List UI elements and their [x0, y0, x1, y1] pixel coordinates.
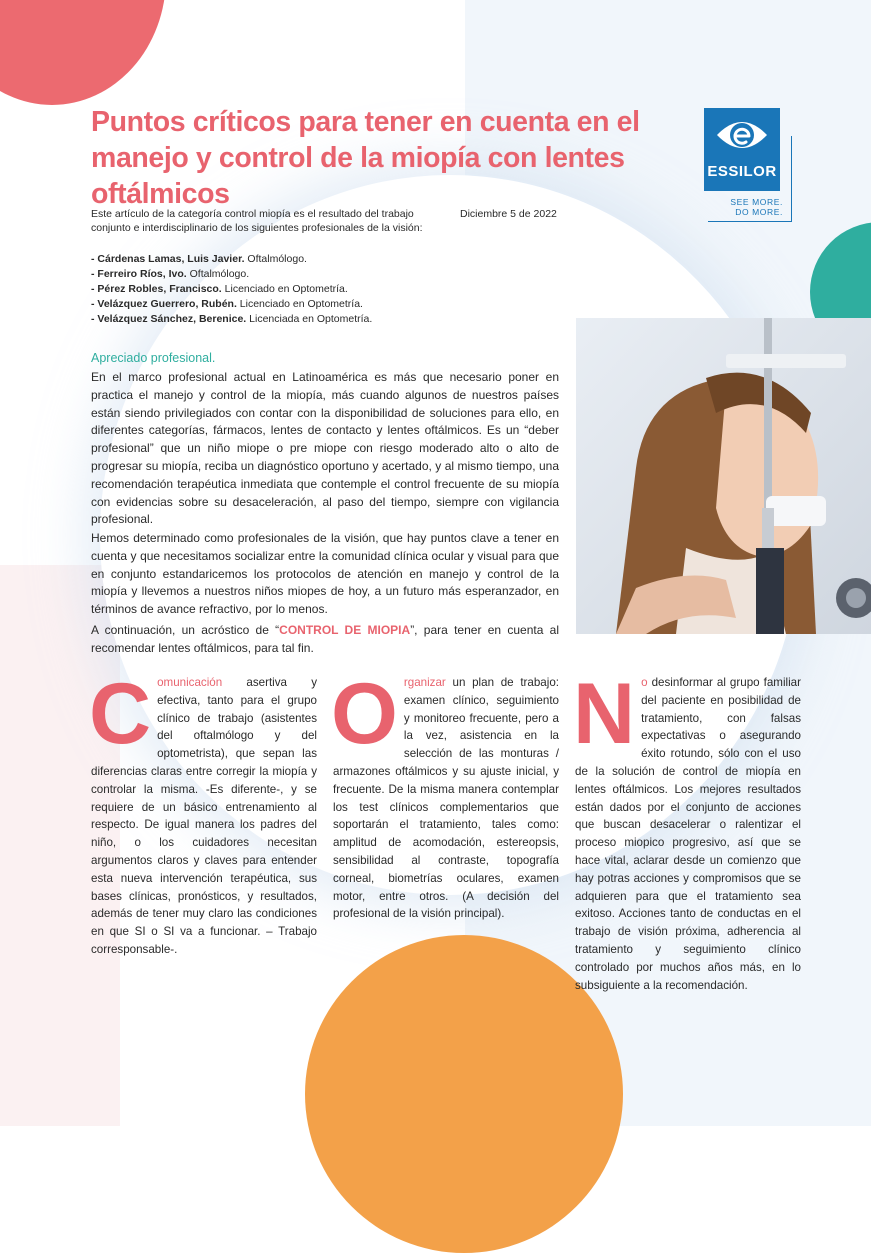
- intro-text: Este artículo de la categoría control miopía es el resultado del trabajo conjunto e interdisciplinario de los siguientes profesionales de la visión:: [91, 208, 423, 234]
- paragraph-1: En el marco profesional actual en Latinoamérica es más que necesario poner en practica el manejo y control de la miopía, más cuando algunos de nuestros países están siendo privilegiados con contar con la disponibilidad de soluciones para ello, en diferentes categorías, fármacos, lentes de contacto y lentes oftálmicos. Es un “deber profesional” que un niño miope o pre miope con riesgo moderado alto o alto de progresar su miopía, reciba un diagnóstico oportuno y acertado, y al mismo tiempo, una recomendación terapéutica inmediata que contemple el control frecuente de su miopía con evidencias sobre su desaceleración, al paso del tiempo, siempre con vigilancia profesional.: [91, 370, 559, 527]
- eye-icon: [715, 115, 769, 155]
- paragraph-3: A continuación, un acróstico de “CONTROL DE MIOPIA”, para tener en cuenta al recomendar lentes oftálmicos, para tal fin.: [91, 623, 559, 655]
- eye-exam-photo: [576, 318, 871, 634]
- acrostic-column-c: Comunicación asertiva y efectiva, tanto para el grupo clínico de trabajo (asistentes del oftalmólogo y del optometrista), que sepan las diferencias claras entre corregir la miopía y controlar la misma. -Es diferente-, y se requiere de un básico entrenamiento al respecto. De igual manera los padres del niño, o los cuidadores necesitan argumentos claros y claves para entender esta nueva intervención terapéutica, sus bases clínicas, pronósticos, y resultados, además de tener muy claro las condiciones en que SI o SI va a funcionar. – Trabajo corresponsable-.: [89, 666, 317, 956]
- essilor-logo: [704, 108, 792, 222]
- publication-date: Diciembre 5 de 2022: [460, 208, 557, 220]
- logo-tagline-line-1: SEE MORE.: [730, 197, 783, 207]
- author-item: - Velázquez Sánchez, Berenice. Licenciada en Optometría.: [91, 313, 373, 325]
- author-item: - Ferreiro Ríos, Ivo. Oftalmólogo.: [91, 268, 250, 280]
- logo-wordmark: ESSILOR: [707, 163, 777, 180]
- paragraph-2: Hemos determinado como profesionales de la visión, que hay puntos clave a tener en cuenta y que necesitamos socializar entre la comunidad clínica ocular y visual para que en conjunto estandaricemos los protocolos de atención en manejo y control de la miopía y llevemos a nuestros niños miopes de hoy, a un futuro más esperanzador, en términos de avance refractivo, por lo menos.: [91, 531, 559, 617]
- decorative-red-circle: [0, 0, 166, 105]
- acrostic-highlight: CONTROL DE MIOPIA: [279, 623, 411, 637]
- article-title: Puntos críticos para tener en cuenta en el manejo y control de la miopía con lentes oftálmicos: [91, 106, 640, 210]
- author-item: - Velázquez Guerrero, Rubén. Licenciado en Optometría.: [91, 298, 363, 310]
- authors-list: [91, 252, 451, 327]
- logo-tagline: [730, 197, 783, 217]
- acrostic-column-o: Organizar un plan de trabajo: examen clínico, seguimiento y monitoreo frecuente, pero a la vez, asistencia en la selección de las monturas / armazones oftálmicos y su ajuste inicial, y frecuente. De la misma manera contemplar los test clínicos complementarios que soportarán el tratamiento, tales como: amplitud de acomodación, estereopsis, sensibilidad al contraste, topografía corneal, biometrías oculares, examen motor, entre otros. (A decisión del profesional de la visión principal).: [331, 666, 559, 921]
- greeting: Apreciado profesional.: [91, 351, 216, 365]
- drop-cap-o: O: [331, 666, 398, 762]
- drop-cap-c: C: [89, 666, 152, 762]
- logo-tagline-line-2: DO MORE.: [735, 207, 783, 217]
- photo-illustration: [576, 318, 871, 634]
- author-item: - Cárdenas Lamas, Luis Javier. Oftalmólogo.: [91, 253, 307, 265]
- drop-cap-n: N: [573, 666, 636, 762]
- logo-badge: [704, 108, 780, 191]
- acrostic-column-n: No desinformar al grupo familiar del paciente en posibilidad de tratamiento, con falsas expectativas o asegurando éxito rotundo, sólo con el uso de la solución de control de miopía en lentes oftálmicos. Los mejores resultados están dados por el conjunto de acciones que buscan desacelerar o ralentizar el proceso miopico progresivo, así que se hace vital, aclarar desde un comienzo que hay potras acciones y compromisos que se adquieren para que el tratamiento sea exitoso. Acciones tanto de conductas en el trabajo de visión próxima, adherencia al tratamiento y seguimiento clínico controlado por muchos años más, en lo subsiguiente a la recomendación.: [573, 666, 801, 992]
- author-item: - Pérez Robles, Francisco. Licenciado en Optometría.: [91, 283, 348, 295]
